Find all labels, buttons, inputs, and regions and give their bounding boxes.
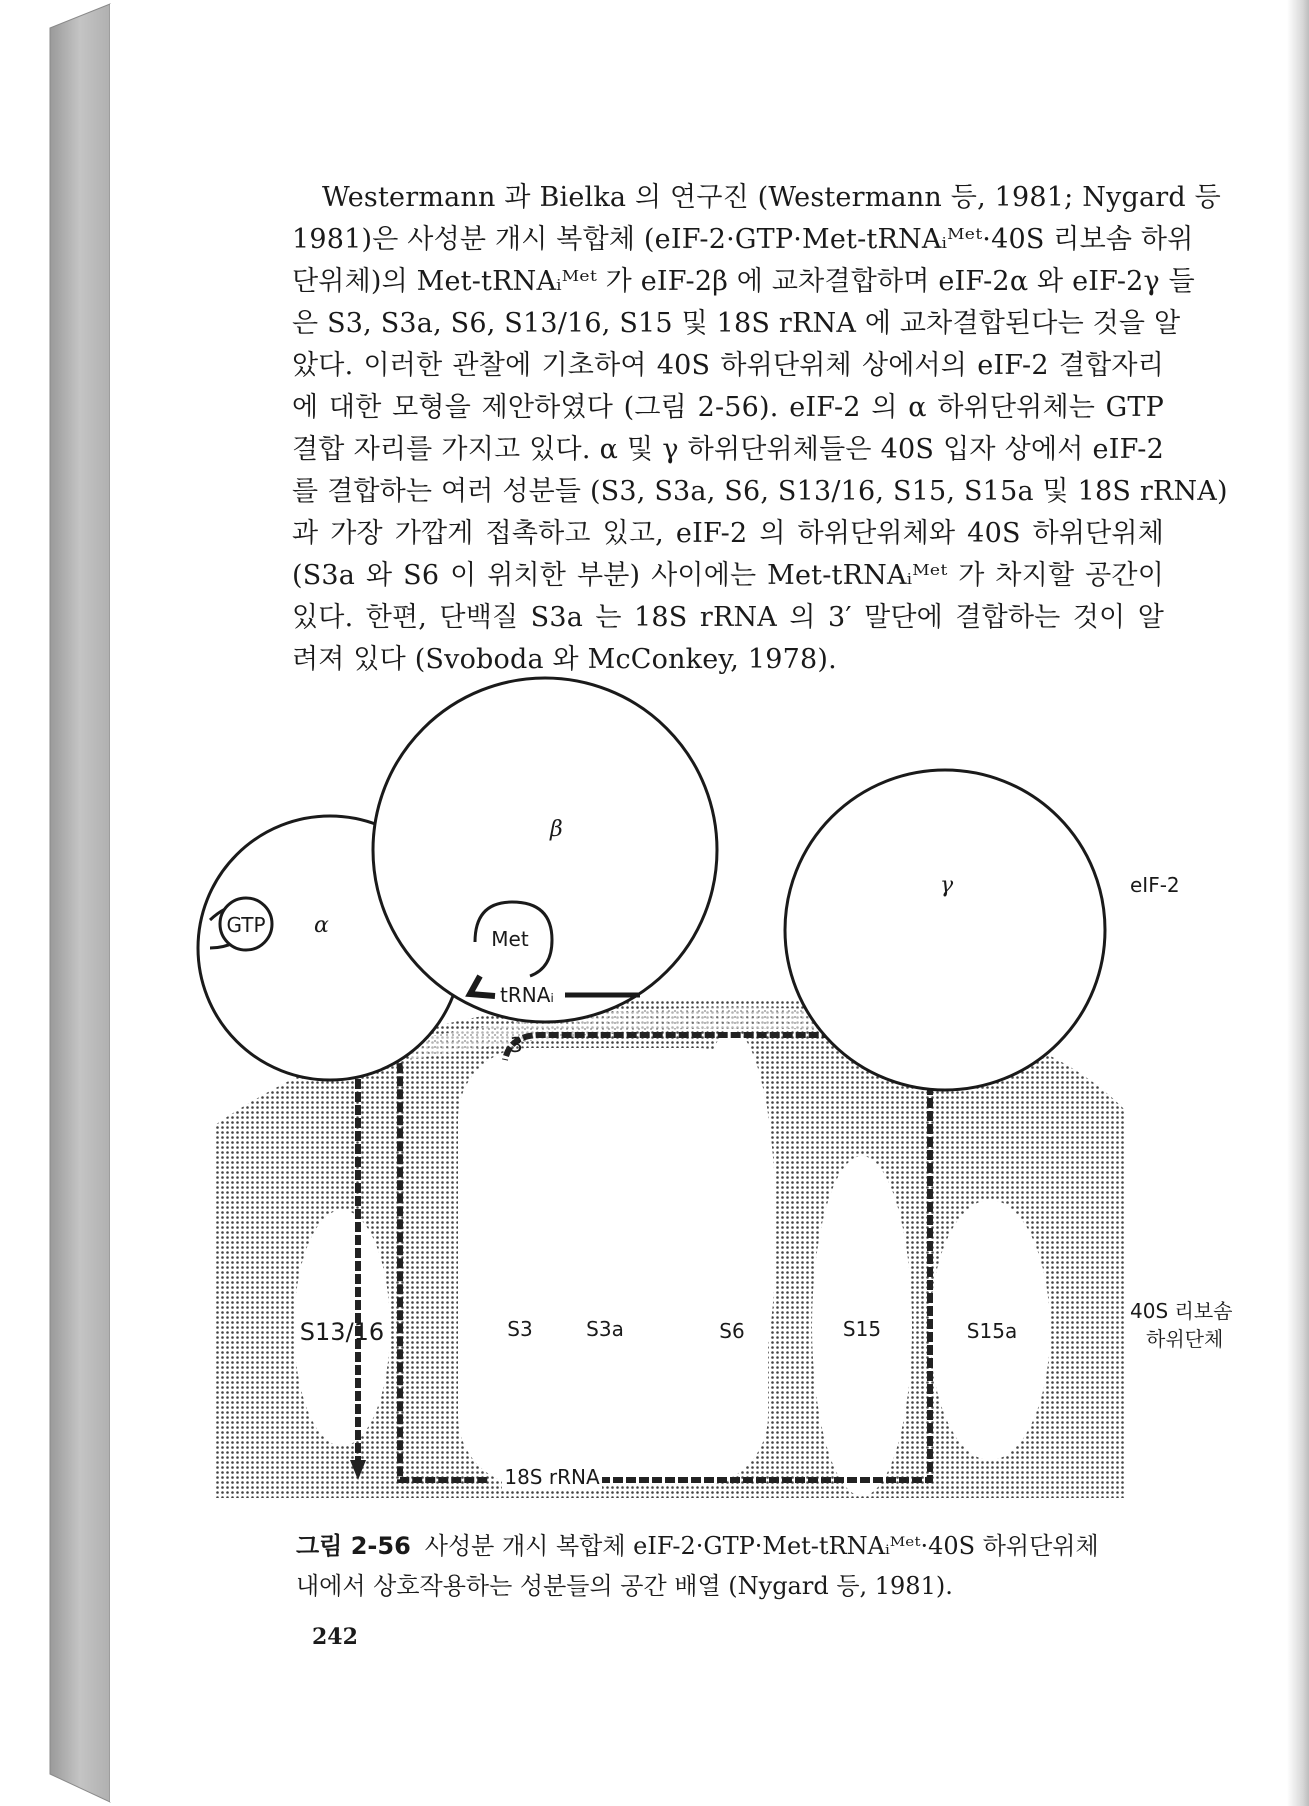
ribosome-label-line2: 하위단체 <box>1146 1327 1224 1351</box>
caption-line-1 <box>296 1526 1166 1566</box>
body-line: 과 가장 가깝게 접촉하고 있고, eIF-2 의 하위단위체와 40S 하위단위체 <box>292 518 1164 549</box>
eif2-40s-diagram <box>210 780 1233 1500</box>
s3-label: S3 <box>507 1317 533 1341</box>
body-line: 를 결합하는 여러 성분들 (S3, S3a, S6, S13/16, S15, S15a 및 18S rRNA) <box>292 476 1228 507</box>
body-line: 려져 있다 (Svoboda 와 McConkey, 1978). <box>292 644 837 675</box>
met-label: Met <box>491 927 529 951</box>
s15a-label: S15a <box>966 1319 1018 1343</box>
beta-label: β <box>550 817 563 842</box>
body-paragraph <box>292 177 1228 681</box>
protein-s6 <box>688 1030 776 1430</box>
body-line: 있다. 한편, 단백질 S3a 는 18S rRNA 의 3′ 말단에 결합하는 것이 알 <box>292 602 1164 633</box>
s6-label: S6 <box>719 1319 745 1343</box>
page-number: 242 <box>312 1624 358 1650</box>
body-line: 결합 자리를 가지고 있다. α 및 γ 하위단위체들은 40S 입자 상에서 eIF-2 <box>292 434 1164 465</box>
body-line: 은 S3, S3a, S6, S13/16, S15 및 18S rRNA 에 교차결합된다는 것을 알 <box>292 308 1181 339</box>
gamma-label: γ <box>940 873 954 898</box>
figure-caption <box>296 1526 1166 1606</box>
rrna-label: 18S rRNA <box>504 1465 600 1489</box>
gtp-label: GTP <box>226 913 266 937</box>
body-line: 1981)은 사성분 개시 복합체 (eIF-2·GTP·Met-tRNAᵢᴹᵉᵗ·40S 리보솜 하위 <box>292 224 1194 255</box>
body-line: 에 대한 모형을 제안하였다 (그림 2-56). eIF-2 의 α 하위단위체는 GTP <box>292 392 1164 423</box>
eif2-beta-subunit <box>373 678 717 1022</box>
s3a-label: S3a <box>586 1317 624 1341</box>
three-prime-label: 3′ <box>510 1033 528 1057</box>
ribosome-label-line1: 40S 리보솜 <box>1130 1299 1233 1323</box>
s15-label: S15 <box>842 1317 882 1341</box>
body-line: (S3a 와 S6 이 위치한 부분) 사이에는 Met-tRNAᵢᴹᵉᵗ 가 차지할 공간이 <box>292 560 1164 591</box>
caption-line-2: 내에서 상호작용하는 성분들의 공간 배열 (Nygard 등, 1981). <box>296 1572 953 1600</box>
caption-text-1: 사성분 개시 복합체 eIF-2·GTP·Met-tRNAᵢᴹᵉᵗ·40S 하위단위체 <box>424 1532 1099 1560</box>
body-line: 았다. 이러한 관찰에 기초하여 40S 하위단위체 상에서의 eIF-2 결합자리 <box>292 350 1164 381</box>
page-edge-shadow <box>1287 0 1309 1806</box>
s13-16-label: S13/16 <box>299 1318 385 1346</box>
alpha-label: α <box>314 913 329 938</box>
body-line: 단위체)의 Met-tRNAᵢᴹᵉᵗ 가 eIF-2β 에 교차결합하며 eIF-2α 와 eIF-2γ 들 <box>292 266 1195 297</box>
eif2-gamma-subunit <box>785 770 1105 1090</box>
eif2-label: eIF-2 <box>1130 873 1180 897</box>
figure-number: 그림 2-56 <box>296 1532 411 1560</box>
trna-label: tRNAᵢ <box>500 983 554 1007</box>
body-line: Westermann 과 Bielka 의 연구진 (Westermann 등, 1981; Nygard 등 <box>322 182 1221 213</box>
